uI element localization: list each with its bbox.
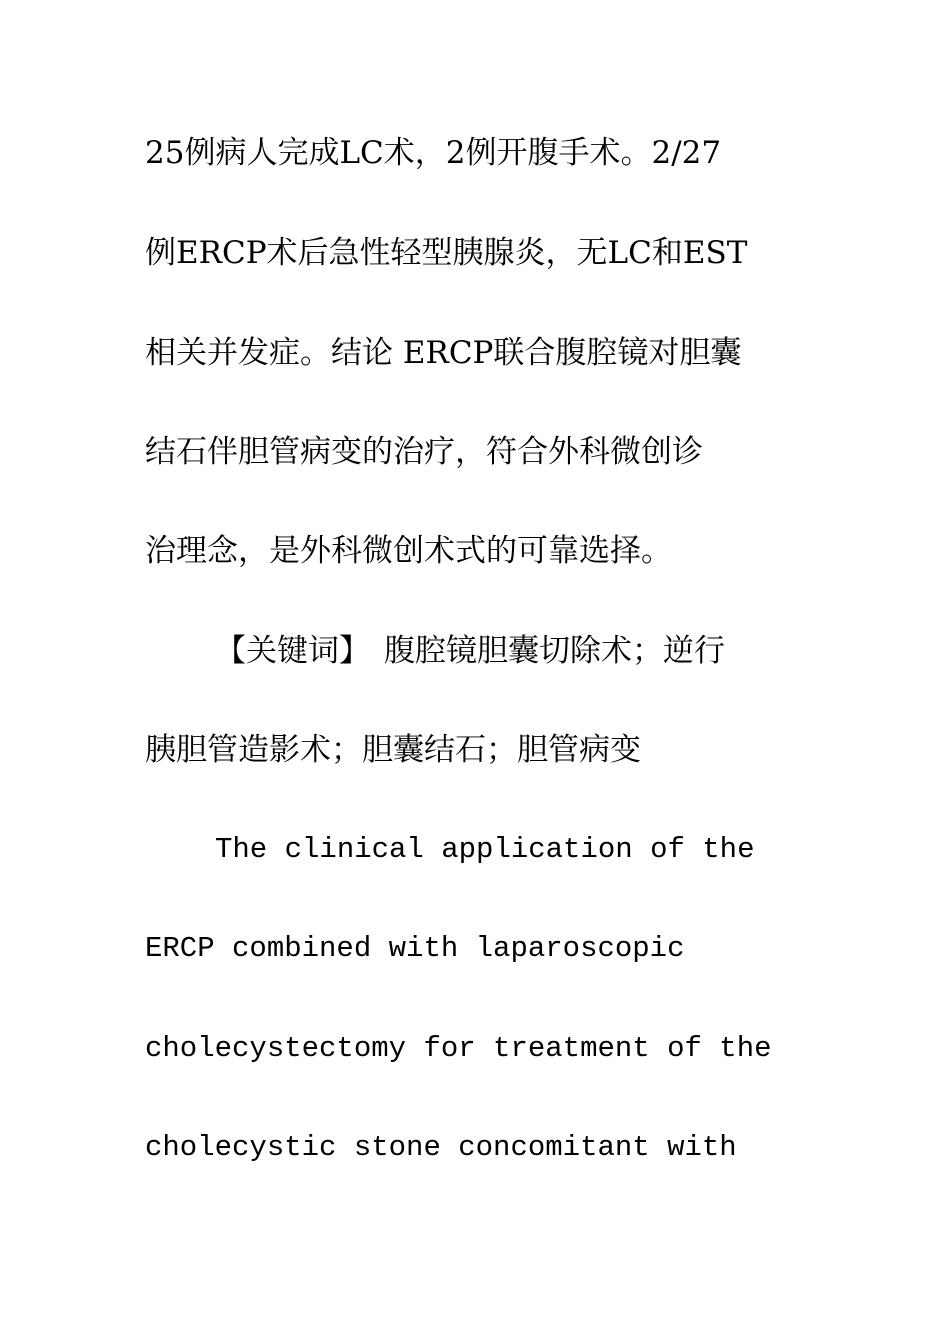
keywords-line-1 (215, 631, 725, 671)
keywords-label: 【关键词】 (215, 633, 370, 669)
english-title-line-3: cholecystectomy for treatment of the (145, 1032, 772, 1065)
english-title-line-2: ERCP combined with laparoscopic (145, 932, 685, 965)
abstract-line-3: 相关并发症。结论 ERCP联合腹腔镜对胆囊 (145, 335, 742, 371)
english-title-line-1: The clinical application of the (215, 833, 755, 866)
keywords-text-1: 腹腔镜胆囊切除术；逆行 (384, 633, 725, 669)
english-title-line-4: cholecystic stone concomitant with (145, 1131, 737, 1164)
abstract-line-2: 例ERCP术后急性轻型胰腺炎，无LC和EST (145, 235, 748, 271)
abstract-line-1: 25例病人完成LC术，2例开腹手术。2/27 (145, 135, 722, 171)
abstract-line-4: 结石伴胆管病变的治疗，符合外科微创诊 (145, 434, 703, 470)
abstract-line-5: 治理念，是外科微创术式的可靠选择。 (145, 533, 672, 569)
keywords-line-2: 胰胆管造影术；胆囊结石；胆管病变 (145, 732, 641, 768)
